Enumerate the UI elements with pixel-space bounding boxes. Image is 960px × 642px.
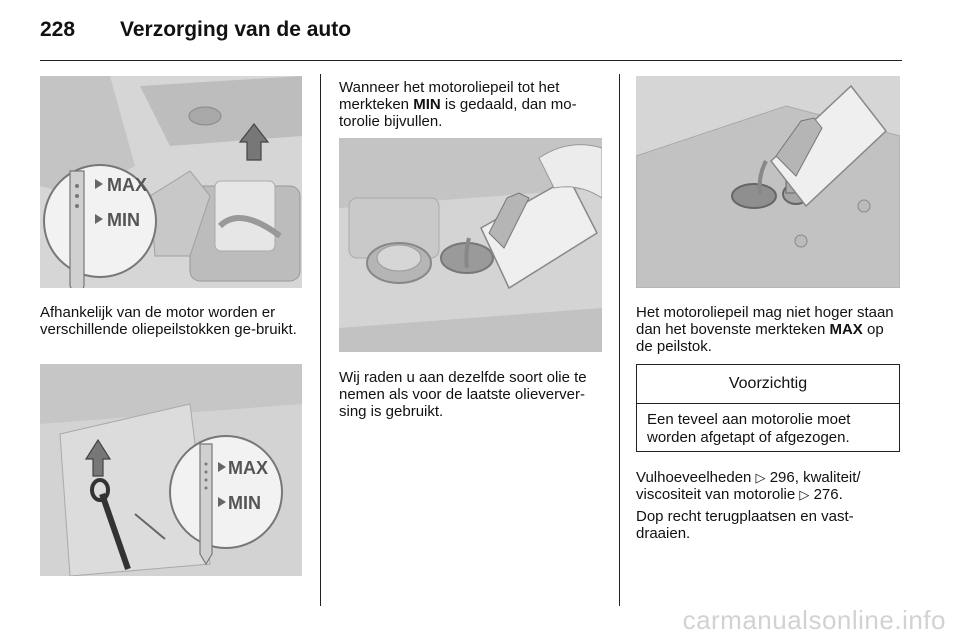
max-level-text: Het motoroliepeil mag niet hoger staan dan het bovenste merkteken MAX op de peilstok. xyxy=(636,304,894,355)
watermark: carmanualsonline.info xyxy=(682,605,946,635)
engine-bay-illustration-2 xyxy=(40,364,302,576)
cap-refit-text: Dop recht terugplaatsen en vast-draaien. xyxy=(636,508,854,542)
min-label-2: MIN xyxy=(228,493,261,513)
page-title: Verzorging van de auto xyxy=(120,18,352,41)
caution-box xyxy=(636,364,900,452)
min-mark: MIN xyxy=(413,96,441,113)
oil-type-recommendation-text: Wij raden u aan dezelfde soort olie te nemen als voor de laatste olieverver-sing is gebruikt. xyxy=(339,369,587,420)
max-mark: MAX xyxy=(829,321,863,338)
dipstick-figure-1 xyxy=(40,76,302,288)
caution-body: Een teveel aan motorolie moet worden afgetapt of afgezogen. xyxy=(647,411,851,446)
dipstick-variants-text: Afhankelijk van de motor worden er verschillende oliepeilstokken ge-bruikt. xyxy=(40,304,297,338)
oil-pour-figure xyxy=(339,138,602,352)
oil-bottle-illustration xyxy=(339,138,602,352)
capacity-reference-text: Vulhoeveelheden ▷ 296, kwaliteit/ viscositeit van motorolie ▷ 276. xyxy=(636,469,861,503)
column-divider-2 xyxy=(619,74,620,606)
filler-cap-illustration xyxy=(636,76,900,288)
column-divider-1 xyxy=(320,74,321,606)
page-number: 228 xyxy=(40,18,76,41)
dipstick-figure-2 xyxy=(40,364,302,576)
page-reference-icon: ▷ xyxy=(799,487,810,502)
max-label-2: MAX xyxy=(228,458,268,478)
filler-cap-figure xyxy=(636,76,900,288)
refill-instruction-text: Wanneer het motoroliepeil tot het merkteken MIN is gedaald, dan mo-torolie bijvullen. xyxy=(339,79,577,130)
caution-title: Voorzichtig xyxy=(637,365,899,404)
engine-bay-illustration-1 xyxy=(40,76,302,288)
page-header xyxy=(40,18,902,52)
min-label-1: MIN xyxy=(107,210,140,230)
max-label-1: MAX xyxy=(107,175,147,195)
header-divider xyxy=(40,60,902,61)
page-reference-icon: ▷ xyxy=(755,470,766,485)
